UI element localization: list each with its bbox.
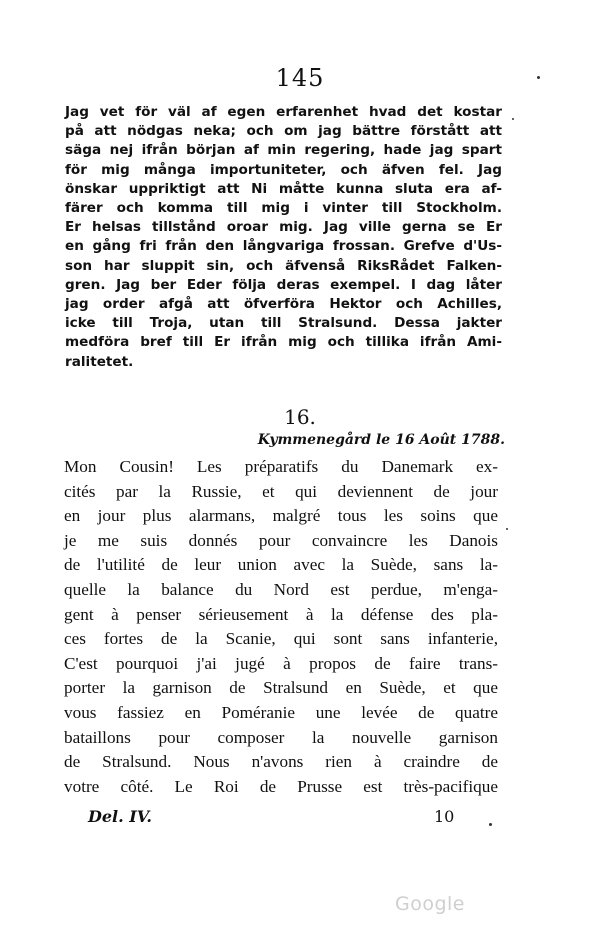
text-line: en gång fri från den långvariga frossan. Grefve d'Us- (65, 238, 502, 255)
text-line: quelle la balance du Nord est perdue, m'enga- (64, 579, 498, 599)
dateline: Kymmenegård le 16 Août 1788. (257, 432, 505, 448)
sheet-number: 10 (434, 807, 455, 826)
text-line: medföra bref till Er ifrån mig och tillika ifrån Ami- (65, 334, 502, 351)
text-line: färer och komma till mig i vinter till Stockholm. (65, 200, 502, 217)
text-line: de l'utilité de leur union avec la Suède, sans la- (64, 555, 498, 575)
text-line: ces fortes de la Scanie, qui sont sans infanterie, (64, 629, 498, 649)
text-line: säga nej ifrån början af min regering, hade jag spart (65, 142, 502, 159)
page-number: 145 (275, 64, 325, 92)
text-line: icke till Troja, utan till Stralsund. Dessa jakter (65, 315, 502, 332)
text-line: porter la garnison de Stralsund en Suède, et que (64, 678, 498, 698)
text-line: ralitetet. (65, 353, 134, 370)
text-line: gren. Jag ber Eder följa deras exempel. I dag låter (65, 276, 502, 293)
text-line: de Stralsund. Nous n'avons rien à craindre de (64, 752, 498, 772)
ink-speck (506, 528, 508, 530)
text-line: cités par la Russie, et qui deviennent de jour (64, 481, 498, 501)
text-line: Jag vet för väl af egen erfarenhet hvad det kostar (65, 104, 502, 120)
text-line: gent à penser sérieusement à la défense des pla- (64, 604, 498, 624)
ink-speck (512, 118, 514, 120)
ink-speck (489, 823, 492, 826)
text-line: för mig många importuniteter, och äfven fel. Jag (65, 161, 502, 178)
text-line: vous fassiez en Poméranie une levée de quatre (64, 702, 498, 722)
google-watermark: Google (395, 893, 466, 915)
letter-number: 16. (284, 405, 316, 429)
text-line: på att nödgas neka; och om jag bättre förstått att (65, 123, 502, 140)
french-letter-body (64, 455, 498, 799)
text-line: en jour plus alarmans, malgré tous les soins que (64, 506, 498, 526)
text-line: C'est pourquoi j'ai jugé à propos de faire trans- (64, 653, 498, 673)
text-line: je me suis donnés pour convaincre les Danois (64, 530, 498, 550)
text-line: Mon Cousin! Les préparatifs du Danemark ex- (64, 457, 498, 476)
ink-speck (537, 76, 540, 79)
signature-mark: Del. IV. (88, 807, 152, 826)
swedish-letter-body (65, 103, 502, 372)
text-line: son har sluppit sin, och äfvenså RiksRådet Falken- (65, 257, 502, 274)
text-line: jag order afgå att öfverföra Hektor och Achilles, (65, 296, 502, 313)
text-line: Er helsas tillstånd oroar mig. Jag ville gerna se Er (65, 219, 502, 236)
text-line: votre côté. Le Roi de Prusse est très-pacifique (64, 776, 498, 796)
text-line: bataillons pour composer la nouvelle garnison (64, 727, 498, 747)
text-line: önskar uppriktigt att Ni måtte kunna sluta era af- (65, 180, 502, 197)
